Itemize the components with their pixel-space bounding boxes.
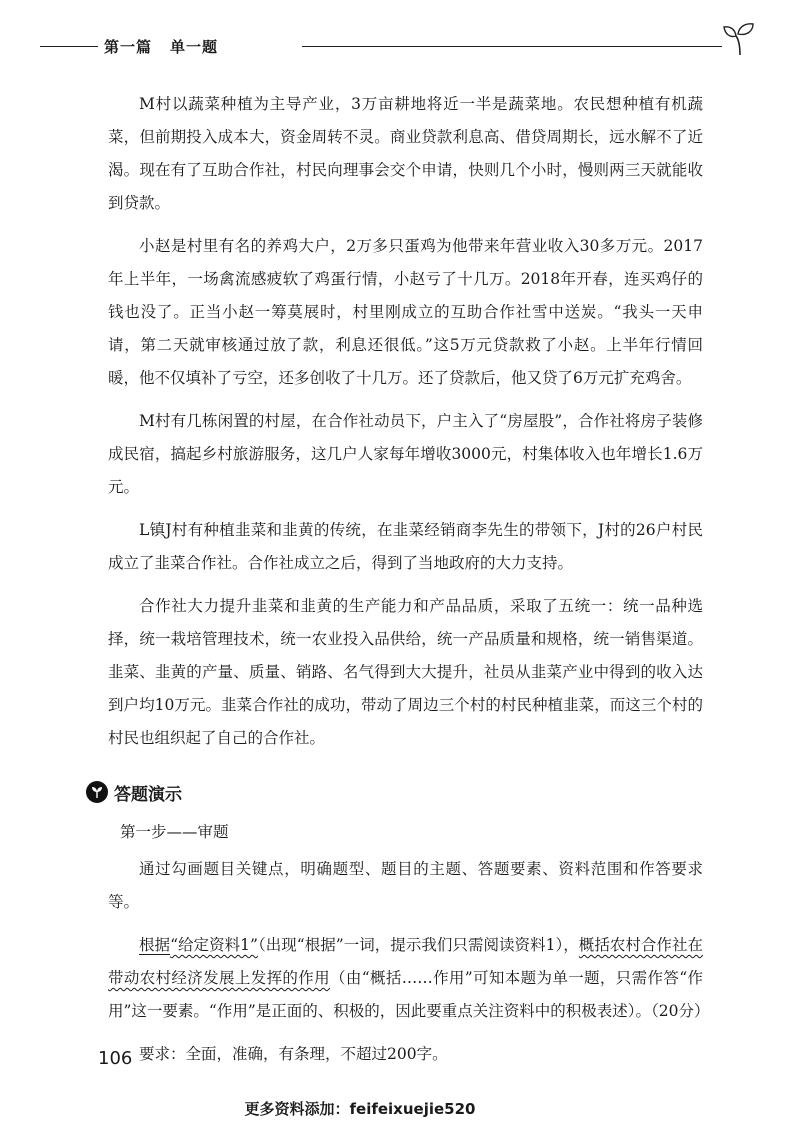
page-content [108,88,710,1081]
step-intro: 通过勾画题目关键点，明确题型、题目的主题、答题要素、资料范围和作答要求等。 [108,860,703,911]
question-note-1: （出现“根据”一词，提示我们只需阅读资料1）， [257,936,579,954]
section-heading [86,777,703,807]
header-rule-right [302,46,722,47]
leaf-badge-icon [86,781,108,803]
keyword-material-1: “给定资料1” [170,936,258,954]
material-paragraph-4: L镇J村有种植韭菜和韭黄的传统，在韭菜经销商李先生的带领下，J村的26户村民成立了韭菜合作社。合作社成立之后，得到了当地政府的大力支持。 [108,521,703,572]
question-paragraph [108,929,710,1028]
header-part: 第一篇 [104,38,153,56]
question-note-2: （由“概括……作用”可知本题为单一题，只需作答“作用”这一要素。“作用”是正面的、积极的，因此要重点关注资料中的积极表述）。（20分） [108,969,710,1020]
keyword-according: 根据 [139,936,171,954]
material-paragraph-5: 合作社大力提升韭菜和韭黄的生产能力和产品品质，采取了五统一：统一品种选择，统一栽培管理技术，统一农业投入品供给，统一产品质量和规格，统一销售渠道。韭菜、韭黄的产量、质量、销路、名气得到大大提升，社员从韭菜产业中得到的收入达到户均10万元。韭菜合作社的成功，带动了周边三个村的村民种植韭菜，而这三个村的村民也组织起了自己的合作社。 [108,597,703,747]
keyword-summarize-role: 概括农村合作社在带动农村经济发展上发挥的作用 [108,936,703,987]
page-header [40,30,720,58]
header-rule-left [40,46,98,47]
material-paragraph-1: M村以蔬菜种植为主导产业，3万亩耕地将近一半是蔬菜地。农民想种植有机蔬菜，但前期投入成本大，资金周转不灵。商业贷款利息高、借贷周期长，远水解不了近渴。现在有了互助合作社，村民向理事会交个申请，快则几个小时，慢则两三天就能收到贷款。 [108,95,703,212]
sprout-icon [722,22,758,56]
section-title: 答题演示 [114,784,182,805]
header-topic: 单一题 [170,38,219,56]
requirement-text: 要求：全面，准确，有条理，不超过200字。 [139,1045,448,1063]
page-number: 106 [98,1048,133,1069]
header-title [104,36,218,57]
step-title: 第一步——审题 [120,823,229,841]
footer-note: 更多资料添加：feifeixuejie520 [244,1100,476,1118]
material-paragraph-3: M村有几栋闲置的村屋，在合作社动员下，户主入了“房屋股”，合作社将房子装修成民宿，搞起乡村旅游服务，这几户人家每年增收3000元，村集体收入也年增长1.6万元。 [108,412,703,496]
material-paragraph-2: 小赵是村里有名的养鸡大户，2万多只蛋鸡为他带来年营业收入30多万元。2017年上半年，一场禽流感疲软了鸡蛋行情，小赵亏了十几万。2018年开春，连买鸡仔的钱也没了。正当小赵一筹莫展时，村里刚成立的互助合作社雪中送炭。“我头一天申请，第二天就审核通过放了款，利息还很低。”这5万元贷款救了小赵。上半年行情回暖，他不仅填补了亏空，还多创收了十几万。还了贷款后，他又贷了6万元扩充鸡舍。 [108,237,703,387]
